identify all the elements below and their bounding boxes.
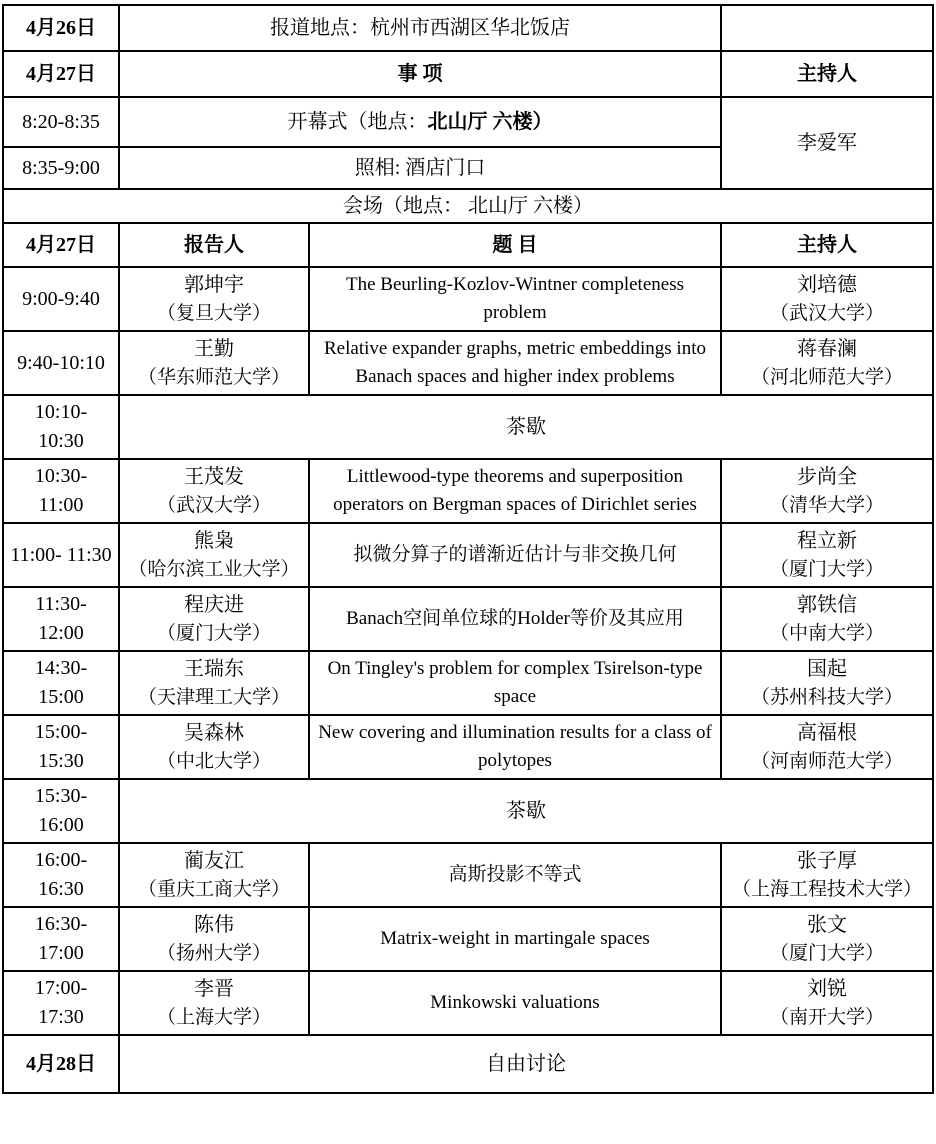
cell-talk-title: 高斯投影不等式 [309, 843, 721, 907]
speaker-affiliation: （扬州大学） [156, 942, 271, 964]
host-name: 步尚全 [797, 465, 857, 488]
talk-row [3, 267, 933, 331]
cell-host [721, 587, 933, 651]
opening-location-bold: 北山厅 六楼） [427, 110, 553, 133]
cell-date: 4月27日 [3, 51, 119, 97]
break-row [3, 395, 933, 459]
cell-time: 9:40-10:10 [3, 331, 119, 395]
speaker-name: 程庆进 [184, 593, 244, 616]
cell-time: 10:30- 11:00 [3, 459, 119, 523]
cell-time: 11:00- 11:30 [3, 523, 119, 587]
cell-talk-title: Relative expander graphs, metric embeddings into Banach spaces and higher index problems [309, 331, 721, 395]
host-name: 刘培德 [797, 273, 857, 296]
speaker-affiliation: （华东师范大学） [137, 366, 290, 388]
cell-host [721, 843, 933, 907]
cell-time: 16:30- 17:00 [3, 907, 119, 971]
speaker-name: 陈伟 [194, 913, 234, 936]
speaker-affiliation: （哈尔滨工业大学） [128, 558, 300, 580]
host-affiliation: （厦门大学） [769, 558, 884, 580]
cell-time: 15:30- 16:00 [3, 779, 119, 843]
break-row [3, 779, 933, 843]
host-name: 郭铁信 [797, 593, 857, 616]
cell-time: 8:20-8:35 [3, 97, 119, 147]
cell-title-label: 题 目 [309, 223, 721, 267]
cell-host-label: 主持人 [721, 51, 933, 97]
host-name: 程立新 [797, 529, 857, 552]
host-name: 张文 [807, 913, 847, 936]
cell-time: 16:00- 16:30 [3, 843, 119, 907]
cell-empty [721, 5, 933, 51]
registration-row [3, 5, 933, 51]
talks-header-row [3, 223, 933, 267]
cell-talk-title: On Tingley's problem for complex Tsirelson-type space [309, 651, 721, 715]
talk-row [3, 715, 933, 779]
speaker-affiliation: （武汉大学） [156, 494, 271, 516]
cell-date: 4月28日 [3, 1035, 119, 1093]
talk-row [3, 843, 933, 907]
cell-break: 茶歇 [119, 779, 933, 843]
talk-row [3, 331, 933, 395]
cell-host [721, 715, 933, 779]
cell-time: 8:35-9:00 [3, 147, 119, 189]
speaker-name: 王茂发 [184, 465, 244, 488]
venue-row [3, 189, 933, 223]
cell-speaker [119, 587, 309, 651]
speaker-affiliation: （中北大学） [156, 750, 271, 772]
cell-talk-title: Littlewood-type theorems and superposition operators on Bergman spaces of Dirichlet series [309, 459, 721, 523]
speaker-affiliation: （天津理工大学） [137, 686, 290, 708]
cell-talk-title: New covering and illumination results for a class of polytopes [309, 715, 721, 779]
opening-location-prefix: 开幕式（地点： [287, 110, 428, 133]
cell-time: 17:00- 17:30 [3, 971, 119, 1035]
cell-talk-title: Matrix-weight in martingale spaces [309, 907, 721, 971]
speaker-name: 王勤 [194, 337, 234, 360]
cell-photo-event: 照相: 酒店门口 [119, 147, 721, 189]
cell-speaker [119, 907, 309, 971]
cell-break: 茶歇 [119, 395, 933, 459]
cell-talk-title: The Beurling-Kozlov-Wintner completeness problem [309, 267, 721, 331]
cell-opening-event [119, 97, 721, 147]
cell-speaker [119, 843, 309, 907]
cell-talk-title: Banach空间单位球的Holder等价及其应用 [309, 587, 721, 651]
cell-host-label: 主持人 [721, 223, 933, 267]
host-name: 张子厚 [797, 849, 857, 872]
host-name: 刘锐 [807, 977, 847, 1000]
cell-time: 11:30- 12:00 [3, 587, 119, 651]
speaker-name: 郭坤宇 [184, 273, 244, 296]
speaker-name: 吴森林 [184, 721, 244, 744]
host-affiliation: （武汉大学） [769, 302, 884, 324]
cell-registration-info: 报道地点：杭州市西湖区华北饭店 [119, 5, 721, 51]
cell-speaker-label: 报告人 [119, 223, 309, 267]
cell-time: 15:00- 15:30 [3, 715, 119, 779]
speaker-affiliation: （复旦大学） [156, 302, 271, 324]
cell-speaker [119, 971, 309, 1035]
host-affiliation: （上海工程技术大学） [731, 878, 922, 900]
closing-row [3, 1035, 933, 1093]
host-affiliation: （苏州科技大学） [750, 686, 903, 708]
cell-time: 10:10- 10:30 [3, 395, 119, 459]
speaker-affiliation: （上海大学） [156, 1006, 271, 1028]
cell-speaker [119, 459, 309, 523]
speaker-affiliation: （厦门大学） [156, 622, 271, 644]
schedule-table [2, 4, 934, 1094]
cell-speaker [119, 331, 309, 395]
talk-row [3, 587, 933, 651]
host-affiliation: （河南师范大学） [750, 750, 903, 772]
host-affiliation: （中南大学） [769, 622, 884, 644]
talk-row [3, 459, 933, 523]
day-header-row [3, 51, 933, 97]
host-affiliation: （厦门大学） [769, 942, 884, 964]
cell-date: 4月27日 [3, 223, 119, 267]
host-affiliation: （南开大学） [769, 1006, 884, 1028]
cell-speaker [119, 715, 309, 779]
cell-host [721, 331, 933, 395]
cell-date: 4月26日 [3, 5, 119, 51]
cell-items-label: 事 项 [119, 51, 721, 97]
cell-talk-title: Minkowski valuations [309, 971, 721, 1035]
cell-host [721, 651, 933, 715]
cell-host [721, 971, 933, 1035]
cell-host [721, 523, 933, 587]
cell-host: 李爱军 [721, 97, 933, 189]
talk-row [3, 651, 933, 715]
talk-row [3, 523, 933, 587]
cell-speaker [119, 651, 309, 715]
host-affiliation: （清华大学） [769, 494, 884, 516]
cell-speaker [119, 523, 309, 587]
host-name: 高福根 [797, 721, 857, 744]
host-name: 蒋春澜 [797, 337, 857, 360]
speaker-name: 熊枭 [194, 529, 234, 552]
cell-venue: 会场（地点： 北山厅 六楼） [3, 189, 933, 223]
cell-host [721, 907, 933, 971]
cell-speaker [119, 267, 309, 331]
cell-free-discussion: 自由讨论 [119, 1035, 933, 1093]
cell-host [721, 459, 933, 523]
opening-row [3, 97, 933, 147]
speaker-name: 王瑞东 [184, 657, 244, 680]
speaker-affiliation: （重庆工商大学） [137, 878, 290, 900]
speaker-name: 蔺友江 [184, 849, 244, 872]
host-name: 国起 [807, 657, 847, 680]
talk-row [3, 971, 933, 1035]
cell-time: 9:00-9:40 [3, 267, 119, 331]
speaker-name: 李晋 [194, 977, 234, 1000]
cell-time: 14:30- 15:00 [3, 651, 119, 715]
talk-row [3, 907, 933, 971]
cell-talk-title: 拟微分算子的谱渐近估计与非交换几何 [309, 523, 721, 587]
cell-host [721, 267, 933, 331]
host-affiliation: （河北师范大学） [750, 366, 903, 388]
